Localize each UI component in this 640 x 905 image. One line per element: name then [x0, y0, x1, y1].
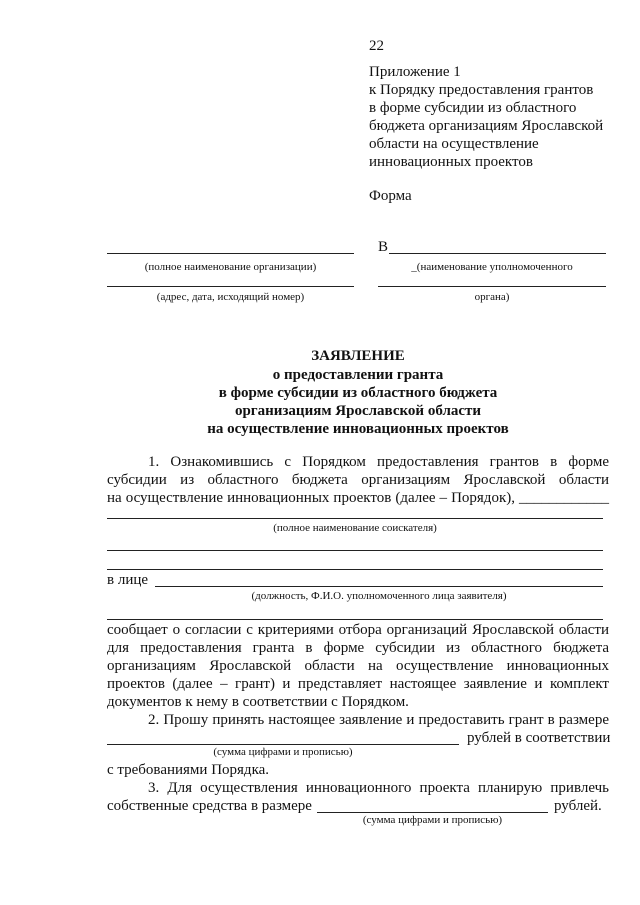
paragraph-1-continued: проектов (далее – грант) и представляет настоящее заявление и комплект	[107, 676, 609, 692]
address-caption: (адрес, дата, исходящий номер)	[156, 291, 305, 303]
paragraph-1-line: на осуществление инновационных проектов (далее – Порядок), ____________	[107, 490, 609, 506]
org-name-line	[107, 253, 354, 254]
paragraph-2-line: 2. Прошу принять настоящее заявление и предоставить грант в размере	[148, 712, 609, 728]
document-title: ЗАЯВЛЕНИЕ	[311, 348, 405, 364]
applicant-caption: (полное наименование соискателя)	[273, 522, 437, 534]
official-line-2	[107, 619, 603, 620]
paragraph-1-continued: сообщает о согласии с критериями отбора организаций Ярославской области	[107, 622, 609, 638]
applicant-line-3	[107, 569, 603, 570]
paragraph-3-suffix: рублей.	[554, 798, 602, 814]
in-person-prefix: в лице	[107, 572, 149, 588]
paragraph-2-last: с требованиями Порядка.	[107, 762, 270, 778]
appendix-line: области на осуществление	[369, 136, 539, 152]
appendix-line: Приложение 1	[369, 64, 461, 80]
appendix-line: к Порядку предоставления грантов	[369, 82, 594, 98]
appendix-line: в форме субсидии из областного	[369, 100, 577, 116]
title-line: о предоставлении гранта	[272, 367, 444, 383]
official-caption: (должность, Ф.И.О. уполномоченного лица заявителя)	[251, 590, 507, 602]
org-name-caption: (полное наименование организации)	[144, 261, 317, 273]
appendix-line: инновационных проектов	[369, 154, 533, 170]
grant-amount-caption: (сумма цифрами и прописью)	[213, 746, 353, 758]
paragraph-2-suffix: рублей в соответствии	[467, 730, 611, 746]
own-funds-line	[317, 812, 548, 813]
applicant-line	[107, 518, 603, 519]
authority-caption-2: органа)	[474, 291, 510, 303]
page-number: 22	[369, 38, 384, 54]
title-line: на осуществление инновационных проектов	[207, 421, 509, 437]
authority-line	[389, 253, 606, 254]
official-line	[155, 586, 603, 587]
appendix-line: бюджета организациям Ярославской	[369, 118, 604, 134]
title-line: организациям Ярославской области	[234, 403, 482, 419]
address-line	[107, 286, 354, 287]
paragraph-3-line: 3. Для осуществления инновационного проекта планирую привлечь	[148, 780, 609, 796]
authority-caption: _(наименование уполномоченного	[411, 261, 573, 273]
title-line: в форме субсидии из областного бюджета	[218, 385, 498, 401]
paragraph-1-continued: для предоставления гранта в форме субсидии из областного бюджета	[107, 640, 609, 656]
own-funds-caption: (сумма цифрами и прописью)	[362, 814, 503, 826]
paragraph-1-continued: организациям Ярославской области на осуществление инновационных	[107, 658, 609, 674]
paragraph-1-line: субсидии из областного бюджета организациям Ярославской области	[107, 472, 609, 488]
paragraph-3-prefix: собственные средства в размере	[107, 798, 312, 814]
form-label: Форма	[369, 188, 412, 204]
paragraph-1-line: 1. Ознакомившись с Порядком предоставления грантов в форме	[148, 454, 609, 470]
applicant-line-2	[107, 550, 603, 551]
to-prefix: В	[378, 239, 389, 255]
grant-amount-line	[107, 744, 459, 745]
authority-line-2	[378, 286, 606, 287]
paragraph-1-last: документов к нему в соответствии с Порядком.	[107, 694, 409, 710]
